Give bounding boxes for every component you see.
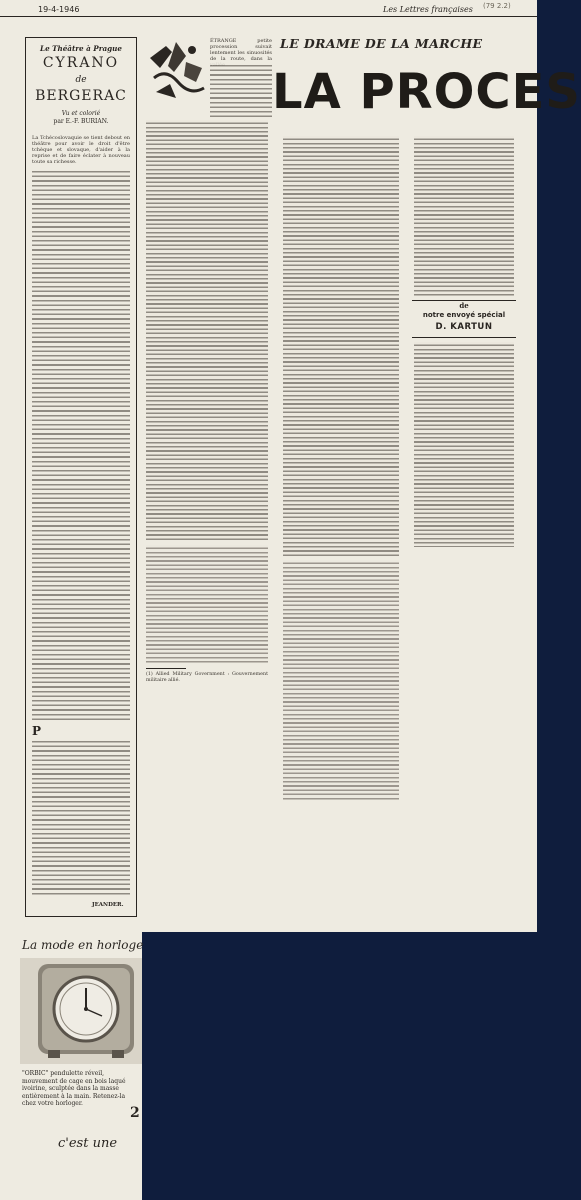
advert-number: 2 (130, 1105, 140, 1121)
column-body-text-1 (32, 168, 130, 723)
column-drop-cap: P (32, 724, 42, 738)
advert-title: La mode en horloge (22, 938, 144, 952)
article-body-col-1 (146, 120, 268, 540)
article-body-col-1b (146, 545, 268, 663)
envoy-label: de (459, 301, 469, 310)
handwritten-annotation: (79 2.2) (483, 2, 511, 10)
header-rule (0, 16, 537, 17)
article-headline: LA PROCES (272, 64, 581, 120)
article-body-col-3 (414, 136, 514, 296)
column-title-cyrano: CYRANO (42, 55, 120, 71)
article-footnote: (1) Allied Military Government : Gouvernement militaire allié. (146, 672, 268, 683)
column-body-text-2 (32, 738, 130, 896)
article-intro-lines (210, 62, 272, 117)
issue-date: 19-4-1946 (38, 5, 80, 14)
column-title-bergerac: BERGERAC (35, 88, 127, 104)
envoy-name: D. KARTUN (435, 322, 493, 332)
advert-tagline: c'est une (58, 1136, 118, 1151)
column-signature: JEANDER. (92, 902, 124, 908)
illustration-drawing (146, 38, 208, 104)
column-kicker: Le Théâtre à Prague (40, 44, 122, 53)
clock-illustration (20, 958, 142, 1064)
footnote-rule (146, 668, 186, 669)
column-title-de: de (75, 75, 87, 85)
envoy-title: notre envoyé spécial (422, 311, 506, 319)
article-body-col-2b (283, 560, 399, 800)
advert-caption: "ORBIC" pendulette réveil, mouvement de cage en bois laqué ivoirine, sculptée dans la masse entièrement à la main. Retenez-la chez votre horloger. (22, 1070, 126, 1107)
article-kicker: LE DRAME DE LA MARCHE (280, 36, 483, 51)
byline-line1: Vu et colorié (61, 110, 101, 117)
byline-line2: par E.-F. BURIAN. (53, 118, 109, 125)
column-lead-paragraph: La Tchécoslovaquie se tient debout en théâtre pour avoir le droit d'être tchèque et slovaque, d'aider à la reprise et de faire éclater à nouveau toute sa richesse. (32, 135, 130, 165)
article-body-col-3b (414, 342, 514, 547)
publication-name: Les Lettres françaises (383, 5, 473, 14)
article-intro-text: ÉTRANGE petite procession suivait lentement les sinuosités de la route, dans la (210, 38, 272, 62)
article-body-col-2 (283, 136, 399, 556)
